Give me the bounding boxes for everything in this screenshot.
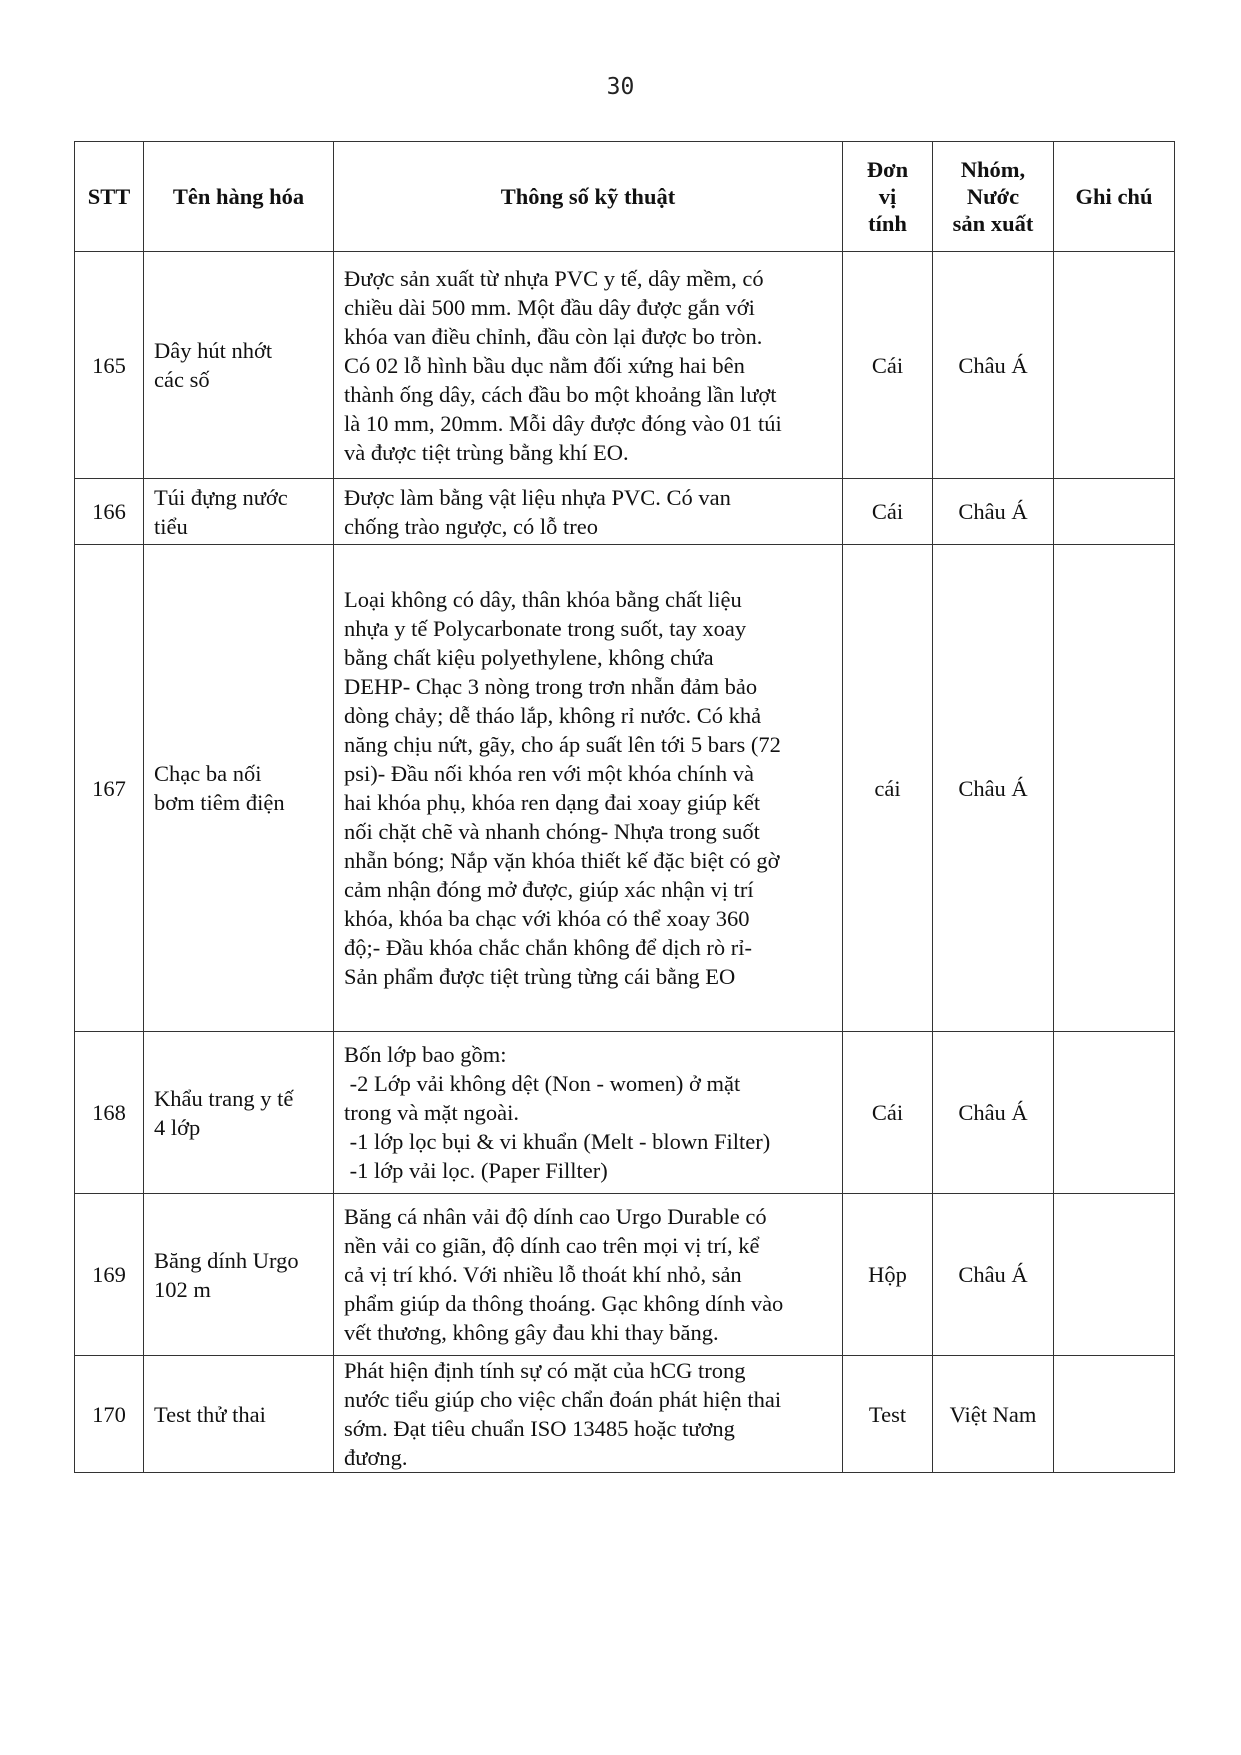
page-number: 30 <box>606 74 635 100</box>
row-name <box>144 545 334 1032</box>
spec-line: psi)- Đầu nối khóa ren với một khóa chính và <box>344 761 754 786</box>
spec-line: Phát hiện định tính sự có mặt của hCG trong <box>344 1358 746 1383</box>
header-row <box>75 142 1175 252</box>
header-note: Ghi chú <box>1054 142 1175 252</box>
spec-line: Bốn lớp bao gồm: <box>344 1042 507 1067</box>
row-unit: Cái <box>843 1032 933 1194</box>
spec-line: đương. <box>344 1445 408 1470</box>
spec-line: cả vị trí khó. Với nhiều lỗ thoát khí nhỏ, sản <box>344 1262 742 1287</box>
spec-line: phẩm giúp da thông thoáng. Gạc không dính vào <box>344 1291 784 1316</box>
row-name <box>144 1194 334 1356</box>
row-name <box>144 1356 334 1473</box>
row-origin: Châu Á <box>933 1194 1054 1356</box>
name-line: Túi đựng nước <box>154 484 288 510</box>
header-spec: Thông số kỹ thuật <box>334 142 843 252</box>
spec-line: nối chặt chẽ và nhanh chóng- Nhựa trong suốt <box>344 819 760 844</box>
row-stt: 166 <box>75 479 144 545</box>
spec-line: sớm. Đạt tiêu chuẩn ISO 13485 hoặc tương <box>344 1416 735 1441</box>
row-spec <box>334 252 843 479</box>
header-origin-line: sản xuất <box>952 211 1034 236</box>
spec-line: vết thương, không gây đau khi thay băng. <box>344 1320 719 1345</box>
header-name: Tên hàng hóa <box>144 142 334 252</box>
name-line: Test thử thai <box>154 1401 266 1427</box>
spec-line: khóa van điều chỉnh, đầu còn lại được bo tròn. <box>344 323 763 349</box>
spec-line: nền vải co giãn, độ dính cao trên mọi vị trí, kể <box>344 1233 760 1258</box>
row-name <box>144 252 334 479</box>
row-note <box>1054 479 1175 545</box>
spec-line: hai khóa phụ, khóa ren dạng đai xoay giúp kết <box>344 790 761 815</box>
header-unit-line: tính <box>868 211 907 236</box>
spec-line: thành ống dây, cách đầu bo một khoảng lần lượt <box>344 381 777 407</box>
spec-line: -1 lớp lọc bụi & vi khuẩn (Melt - blown Filter) <box>344 1129 771 1154</box>
table-row <box>75 545 1175 1032</box>
row-note <box>1054 1032 1175 1194</box>
row-note <box>1054 545 1175 1032</box>
spec-line: Được sản xuất từ nhựa PVC y tế, dây mềm, có <box>344 265 764 291</box>
row-stt: 169 <box>75 1194 144 1356</box>
row-spec <box>334 1194 843 1356</box>
name-line: tiểu <box>154 513 188 539</box>
row-origin: Châu Á <box>933 479 1054 545</box>
header-origin <box>933 142 1054 252</box>
table-row <box>75 1194 1175 1356</box>
spec-line: Sản phẩm được tiệt trùng từng cái bằng EO <box>344 964 736 989</box>
spec-line: chiều dài 500 mm. Một đầu dây được gắn với <box>344 294 755 320</box>
spec-line: -2 Lớp vải không dệt (Non - women) ở mặt <box>344 1071 741 1096</box>
row-spec <box>334 479 843 545</box>
row-spec <box>334 545 843 1032</box>
row-unit: Test <box>843 1356 933 1473</box>
row-note <box>1054 252 1175 479</box>
name-line: các số <box>154 367 210 392</box>
spec-line: khóa, khóa ba chạc với khóa có thể xoay 360 <box>344 906 750 931</box>
spec-line: Được làm bằng vật liệu nhựa PVC. Có van <box>344 484 731 510</box>
spec-line: Có 02 lỗ hình bầu dục nằm đối xứng hai bên <box>344 352 745 378</box>
header-unit-line: vị <box>878 184 897 209</box>
name-line: bơm tiêm điện <box>154 790 285 815</box>
row-unit: cái <box>843 545 933 1032</box>
row-origin: Châu Á <box>933 252 1054 479</box>
name-line: Băng dính Urgo <box>154 1247 299 1273</box>
spec-line: chống trào ngược, có lỗ treo <box>344 513 599 539</box>
name-line: Dây hút nhớt <box>154 338 273 363</box>
row-unit: Cái <box>843 252 933 479</box>
row-stt: 165 <box>75 252 144 479</box>
header-origin-line: Nhóm, <box>960 157 1026 182</box>
row-unit: Hộp <box>843 1194 933 1356</box>
name-line: 4 lớp <box>154 1114 201 1140</box>
row-origin: Châu Á <box>933 1032 1054 1194</box>
spec-line: độ;- Đầu khóa chắc chắn không để dịch rò rỉ- <box>344 935 752 960</box>
spec-line: và được tiệt trùng bằng khí EO. <box>344 439 629 465</box>
name-line: 102 m <box>154 1276 211 1302</box>
row-name <box>144 1032 334 1194</box>
row-spec <box>334 1356 843 1473</box>
row-origin: Việt Nam <box>933 1356 1054 1473</box>
spec-line: nhựa y tế Polycarbonate trong suốt, tay xoay <box>344 616 747 641</box>
table-row <box>75 252 1175 479</box>
row-stt: 170 <box>75 1356 144 1473</box>
name-line: Chạc ba nối <box>154 761 262 786</box>
spec-line: DEHP- Chạc 3 nòng trong trơn nhẵn đảm bảo <box>344 674 758 699</box>
spec-line: dòng chảy; dễ tháo lắp, không rỉ nước. Có khả <box>344 703 762 728</box>
goods-spec-table <box>74 141 1175 1473</box>
spec-line: bằng chất kiệu polyethylene, không chứa <box>344 645 714 670</box>
spec-line: Băng cá nhân vải độ dính cao Urgo Durable có <box>344 1204 767 1229</box>
spec-line: Loại không có dây, thân khóa bằng chất liệu <box>344 587 742 612</box>
row-name <box>144 479 334 545</box>
row-note <box>1054 1356 1175 1473</box>
row-unit: Cái <box>843 479 933 545</box>
spec-line: nhẵn bóng; Nắp vặn khóa thiết kế đặc biệt có gờ <box>344 848 780 873</box>
header-unit-line: Đơn <box>866 157 909 182</box>
row-origin: Châu Á <box>933 545 1054 1032</box>
spec-line: năng chịu nứt, gãy, cho áp suất lên tới 5 bars (72 <box>344 732 781 757</box>
spec-line: nước tiểu giúp cho việc chẩn đoán phát hiện thai <box>344 1387 782 1412</box>
row-note <box>1054 1194 1175 1356</box>
row-stt: 167 <box>75 545 144 1032</box>
table-row <box>75 1032 1175 1194</box>
row-spec <box>334 1032 843 1194</box>
spec-line: trong và mặt ngoài. <box>344 1100 519 1125</box>
header-origin-line: Nước <box>966 184 1020 209</box>
header-unit <box>843 142 933 252</box>
name-line: Khẩu trang y tế <box>154 1085 294 1111</box>
spec-line: là 10 mm, 20mm. Mỗi dây được đóng vào 01 túi <box>344 410 782 436</box>
spec-line: cảm nhận đóng mở được, giúp xác nhận vị trí <box>344 877 754 902</box>
row-stt: 168 <box>75 1032 144 1194</box>
header-stt: STT <box>75 142 144 252</box>
table-row <box>75 1356 1175 1473</box>
table-row <box>75 479 1175 545</box>
spec-line: -1 lớp vải lọc. (Paper Fillter) <box>344 1158 608 1183</box>
